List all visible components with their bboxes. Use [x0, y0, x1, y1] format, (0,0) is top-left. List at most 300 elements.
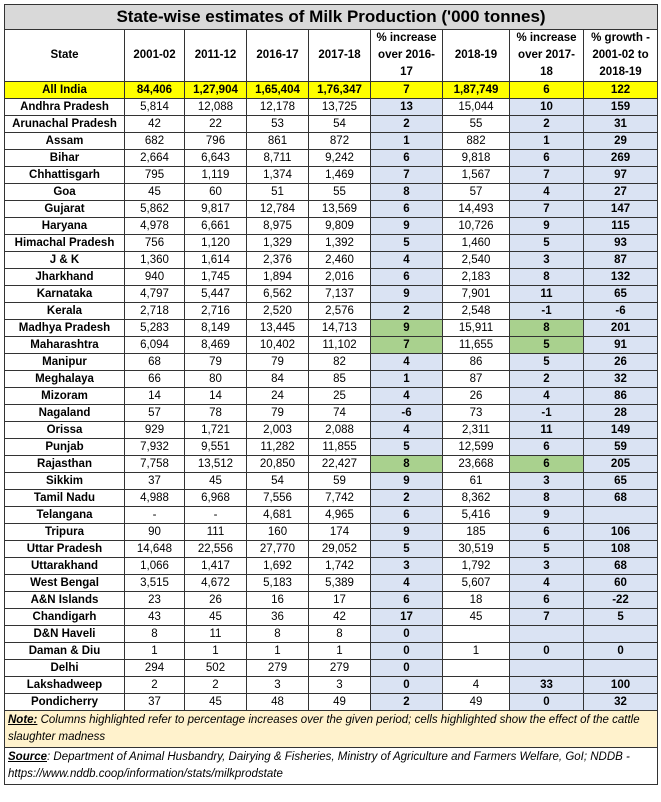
- value-2017-18: 1,76,347: [309, 82, 371, 99]
- growth-2001-2019: 147: [584, 201, 658, 218]
- milk-production-table: [4, 4, 658, 785]
- table-row: [5, 252, 658, 269]
- value-2017-18: 54: [309, 116, 371, 133]
- table-row: [5, 490, 658, 507]
- value-2016-17: 2,520: [247, 303, 309, 320]
- value-2016-17: 79: [247, 354, 309, 371]
- state-name: Bihar: [5, 150, 125, 167]
- increase-2017-18: 3: [510, 252, 584, 269]
- value-2001-02: 84,406: [125, 82, 185, 99]
- increase-2016-17: 7: [371, 82, 443, 99]
- growth-2001-2019: 31: [584, 116, 658, 133]
- value-2017-18: 9,809: [309, 218, 371, 235]
- value-2018-19: 26: [443, 388, 510, 405]
- value-2018-19: 1,460: [443, 235, 510, 252]
- value-2016-17: 1,329: [247, 235, 309, 252]
- state-name: Goa: [5, 184, 125, 201]
- state-name: Sikkim: [5, 473, 125, 490]
- value-2017-18: 8: [309, 626, 371, 643]
- value-2011-12: 1,120: [185, 235, 247, 252]
- increase-2017-18: 0: [510, 694, 584, 711]
- growth-2001-2019: 59: [584, 439, 658, 456]
- value-2017-18: 82: [309, 354, 371, 371]
- value-2001-02: 37: [125, 694, 185, 711]
- table-row: [5, 473, 658, 490]
- note-text: Columns highlighted refer to percentage increases over the given period; cells highlighted show the effect of the cattle slaughter madness: [8, 714, 640, 743]
- growth-2001-2019: 32: [584, 694, 658, 711]
- state-name: Tamil Nadu: [5, 490, 125, 507]
- value-2017-18: 59: [309, 473, 371, 490]
- growth-2001-2019: 68: [584, 490, 658, 507]
- value-2017-18: 1,742: [309, 558, 371, 575]
- growth-2001-2019: 86: [584, 388, 658, 405]
- increase-2017-18: -1: [510, 303, 584, 320]
- increase-2017-18: 6: [510, 524, 584, 541]
- growth-2001-2019: 122: [584, 82, 658, 99]
- value-2011-12: 2: [185, 677, 247, 694]
- growth-2001-2019: 5: [584, 609, 658, 626]
- increase-2016-17: 8: [371, 456, 443, 473]
- value-2016-17: 6,562: [247, 286, 309, 303]
- value-2017-18: 279: [309, 660, 371, 677]
- value-2018-19: 15,044: [443, 99, 510, 116]
- increase-2017-18: 6: [510, 150, 584, 167]
- increase-2017-18: 3: [510, 473, 584, 490]
- value-2016-17: 16: [247, 592, 309, 609]
- table-row: [5, 541, 658, 558]
- value-2018-19: 1,87,749: [443, 82, 510, 99]
- value-2001-02: 14: [125, 388, 185, 405]
- increase-2017-18: 6: [510, 456, 584, 473]
- note-label: Note:: [8, 714, 38, 726]
- source-text: : Department of Animal Husbandry, Dairying & Fisheries, Ministry of Agriculture and Farmers Welfare, GoI; NDDB - https://www.nddb.coop/information/stats/milkprodstate: [8, 751, 630, 780]
- value-2017-18: 11,855: [309, 439, 371, 456]
- value-2001-02: 5,283: [125, 320, 185, 337]
- state-name: Mizoram: [5, 388, 125, 405]
- value-2016-17: 84: [247, 371, 309, 388]
- state-name: Kerala: [5, 303, 125, 320]
- value-2011-12: 11: [185, 626, 247, 643]
- increase-2017-18: 6: [510, 439, 584, 456]
- value-2017-18: 872: [309, 133, 371, 150]
- value-2016-17: 12,784: [247, 201, 309, 218]
- growth-2001-2019: 87: [584, 252, 658, 269]
- value-2001-02: 57: [125, 405, 185, 422]
- increase-2016-17: 1: [371, 133, 443, 150]
- value-2017-18: 2,576: [309, 303, 371, 320]
- value-2001-02: 795: [125, 167, 185, 184]
- value-2016-17: 10,402: [247, 337, 309, 354]
- table-row: [5, 388, 658, 405]
- growth-2001-2019: 205: [584, 456, 658, 473]
- increase-2016-17: 4: [371, 252, 443, 269]
- increase-2016-17: 17: [371, 609, 443, 626]
- value-2016-17: 5,183: [247, 575, 309, 592]
- value-2016-17: 54: [247, 473, 309, 490]
- increase-2016-17: 6: [371, 150, 443, 167]
- value-2001-02: 5,862: [125, 201, 185, 218]
- value-2017-18: 22,427: [309, 456, 371, 473]
- increase-2017-18: 5: [510, 337, 584, 354]
- state-name: Jharkhand: [5, 269, 125, 286]
- value-2016-17: 48: [247, 694, 309, 711]
- increase-2017-18: 7: [510, 609, 584, 626]
- value-2011-12: 5,447: [185, 286, 247, 303]
- state-name: Karnataka: [5, 286, 125, 303]
- col-header-2018-19: 2018-19: [443, 30, 510, 82]
- state-name: All India: [5, 82, 125, 99]
- table-row: [5, 592, 658, 609]
- value-2011-12: 8,149: [185, 320, 247, 337]
- value-2017-18: 174: [309, 524, 371, 541]
- value-2018-19: 1: [443, 643, 510, 660]
- increase-2017-18: 33: [510, 677, 584, 694]
- increase-2016-17: 1: [371, 371, 443, 388]
- growth-2001-2019: [584, 507, 658, 524]
- value-2018-19: 15,911: [443, 320, 510, 337]
- value-2001-02: 7,932: [125, 439, 185, 456]
- state-name: Gujarat: [5, 201, 125, 218]
- state-name: Nagaland: [5, 405, 125, 422]
- value-2011-12: 26: [185, 592, 247, 609]
- growth-2001-2019: 115: [584, 218, 658, 235]
- value-2018-19: 2,548: [443, 303, 510, 320]
- value-2016-17: 1,894: [247, 269, 309, 286]
- increase-2017-18: [510, 626, 584, 643]
- state-name: Orissa: [5, 422, 125, 439]
- col-header-growth: % growth - 2001-02 to 2018-19: [584, 30, 658, 82]
- growth-2001-2019: 26: [584, 354, 658, 371]
- value-2016-17: 36: [247, 609, 309, 626]
- state-name: Tripura: [5, 524, 125, 541]
- value-2017-18: 2,088: [309, 422, 371, 439]
- value-2011-12: 796: [185, 133, 247, 150]
- value-2001-02: 2,718: [125, 303, 185, 320]
- value-2001-02: 1: [125, 643, 185, 660]
- value-2017-18: 2,460: [309, 252, 371, 269]
- value-2018-19: 23,668: [443, 456, 510, 473]
- increase-2017-18: 5: [510, 354, 584, 371]
- value-2011-12: 1,119: [185, 167, 247, 184]
- value-2018-19: 5,607: [443, 575, 510, 592]
- increase-2017-18: 7: [510, 201, 584, 218]
- state-name: Delhi: [5, 660, 125, 677]
- value-2017-18: 5,389: [309, 575, 371, 592]
- table-row: [5, 99, 658, 116]
- increase-2017-18: 1: [510, 133, 584, 150]
- value-2018-19: 57: [443, 184, 510, 201]
- increase-2016-17: 0: [371, 626, 443, 643]
- value-2018-19: 12,599: [443, 439, 510, 456]
- value-2016-17: 1: [247, 643, 309, 660]
- value-2018-19: 45: [443, 609, 510, 626]
- state-name: West Bengal: [5, 575, 125, 592]
- increase-2017-18: -1: [510, 405, 584, 422]
- increase-2017-18: 9: [510, 218, 584, 235]
- value-2011-12: 60: [185, 184, 247, 201]
- growth-2001-2019: -22: [584, 592, 658, 609]
- value-2018-19: 86: [443, 354, 510, 371]
- value-2011-12: 6,968: [185, 490, 247, 507]
- growth-2001-2019: 60: [584, 575, 658, 592]
- growth-2001-2019: 106: [584, 524, 658, 541]
- value-2001-02: 940: [125, 269, 185, 286]
- value-2017-18: 74: [309, 405, 371, 422]
- value-2017-18: 9,242: [309, 150, 371, 167]
- value-2018-19: 14,493: [443, 201, 510, 218]
- value-2016-17: 8: [247, 626, 309, 643]
- table-row: [5, 575, 658, 592]
- value-2011-12: 45: [185, 473, 247, 490]
- increase-2016-17: -6: [371, 405, 443, 422]
- increase-2016-17: 3: [371, 558, 443, 575]
- value-2011-12: 80: [185, 371, 247, 388]
- value-2001-02: 68: [125, 354, 185, 371]
- increase-2016-17: 9: [371, 524, 443, 541]
- value-2011-12: 2,716: [185, 303, 247, 320]
- value-2018-19: [443, 660, 510, 677]
- value-2018-19: 1,567: [443, 167, 510, 184]
- value-2001-02: 4,988: [125, 490, 185, 507]
- value-2018-19: 61: [443, 473, 510, 490]
- table-row: [5, 167, 658, 184]
- value-2018-19: 73: [443, 405, 510, 422]
- state-name: Himachal Pradesh: [5, 235, 125, 252]
- value-2016-17: 27,770: [247, 541, 309, 558]
- table-row: [5, 354, 658, 371]
- value-2017-18: 29,052: [309, 541, 371, 558]
- growth-2001-2019: 93: [584, 235, 658, 252]
- value-2016-17: 79: [247, 405, 309, 422]
- increase-2016-17: 6: [371, 507, 443, 524]
- value-2018-19: 2,311: [443, 422, 510, 439]
- value-2017-18: 14,713: [309, 320, 371, 337]
- table-row: [5, 133, 658, 150]
- value-2016-17: 53: [247, 116, 309, 133]
- state-name: Rajasthan: [5, 456, 125, 473]
- table-row: [5, 303, 658, 320]
- state-name: A&N Islands: [5, 592, 125, 609]
- value-2017-18: 55: [309, 184, 371, 201]
- state-name: J & K: [5, 252, 125, 269]
- value-2016-17: 24: [247, 388, 309, 405]
- note-cell: [5, 711, 658, 748]
- growth-2001-2019: 28: [584, 405, 658, 422]
- col-header-increase-2016-17: % increase over 2016-17: [371, 30, 443, 82]
- value-2011-12: 12,088: [185, 99, 247, 116]
- table-row: [5, 269, 658, 286]
- value-2018-19: 18: [443, 592, 510, 609]
- value-2018-19: 8,362: [443, 490, 510, 507]
- growth-2001-2019: 201: [584, 320, 658, 337]
- increase-2017-18: [510, 660, 584, 677]
- state-name: Pondicherry: [5, 694, 125, 711]
- growth-2001-2019: -6: [584, 303, 658, 320]
- increase-2017-18: 5: [510, 541, 584, 558]
- state-name: Manipur: [5, 354, 125, 371]
- increase-2016-17: 0: [371, 677, 443, 694]
- value-2017-18: 2,016: [309, 269, 371, 286]
- table-row: [5, 507, 658, 524]
- growth-2001-2019: 29: [584, 133, 658, 150]
- value-2001-02: 3,515: [125, 575, 185, 592]
- value-2011-12: 6,643: [185, 150, 247, 167]
- increase-2016-17: 9: [371, 320, 443, 337]
- value-2016-17: 7,556: [247, 490, 309, 507]
- increase-2016-17: 2: [371, 694, 443, 711]
- growth-2001-2019: 108: [584, 541, 658, 558]
- value-2018-19: 882: [443, 133, 510, 150]
- value-2017-18: 85: [309, 371, 371, 388]
- increase-2016-17: 8: [371, 184, 443, 201]
- value-2001-02: 7,758: [125, 456, 185, 473]
- value-2018-19: 9,818: [443, 150, 510, 167]
- increase-2016-17: 9: [371, 286, 443, 303]
- increase-2016-17: 5: [371, 439, 443, 456]
- value-2001-02: 37: [125, 473, 185, 490]
- value-2001-02: 756: [125, 235, 185, 252]
- value-2016-17: 51: [247, 184, 309, 201]
- increase-2016-17: 2: [371, 490, 443, 507]
- table-row: [5, 524, 658, 541]
- value-2011-12: 1,417: [185, 558, 247, 575]
- value-2018-19: 7,901: [443, 286, 510, 303]
- value-2011-12: 9,817: [185, 201, 247, 218]
- table-row: [5, 626, 658, 643]
- table-row: [5, 694, 658, 711]
- value-2011-12: 14: [185, 388, 247, 405]
- increase-2017-18: 5: [510, 235, 584, 252]
- increase-2017-18: 4: [510, 575, 584, 592]
- source-label: Source: [8, 751, 47, 763]
- table-row: [5, 337, 658, 354]
- value-2001-02: 4,978: [125, 218, 185, 235]
- value-2017-18: 7,137: [309, 286, 371, 303]
- col-header-2017-18: 2017-18: [309, 30, 371, 82]
- increase-2016-17: 6: [371, 201, 443, 218]
- value-2017-18: 1,392: [309, 235, 371, 252]
- value-2018-19: 10,726: [443, 218, 510, 235]
- growth-2001-2019: [584, 626, 658, 643]
- value-2011-12: 1,745: [185, 269, 247, 286]
- value-2017-18: 13,569: [309, 201, 371, 218]
- growth-2001-2019: 269: [584, 150, 658, 167]
- table-row: [5, 235, 658, 252]
- increase-2017-18: 11: [510, 422, 584, 439]
- increase-2016-17: 13: [371, 99, 443, 116]
- value-2018-19: 11,655: [443, 337, 510, 354]
- value-2018-19: 55: [443, 116, 510, 133]
- value-2017-18: 4,965: [309, 507, 371, 524]
- increase-2017-18: 10: [510, 99, 584, 116]
- value-2017-18: 7,742: [309, 490, 371, 507]
- value-2016-17: 8,711: [247, 150, 309, 167]
- state-name: Lakshadweep: [5, 677, 125, 694]
- value-2018-19: 49: [443, 694, 510, 711]
- value-2011-12: 78: [185, 405, 247, 422]
- value-2001-02: 66: [125, 371, 185, 388]
- value-2016-17: 3: [247, 677, 309, 694]
- table-row: [5, 150, 658, 167]
- state-name: Daman & Diu: [5, 643, 125, 660]
- value-2011-12: 4,672: [185, 575, 247, 592]
- value-2001-02: 42: [125, 116, 185, 133]
- value-2001-02: 90: [125, 524, 185, 541]
- value-2011-12: 1,27,904: [185, 82, 247, 99]
- growth-2001-2019: 68: [584, 558, 658, 575]
- col-header-2011-12: 2011-12: [185, 30, 247, 82]
- table-row: [5, 201, 658, 218]
- table-row: [5, 320, 658, 337]
- growth-2001-2019: [584, 660, 658, 677]
- value-2018-19: 5,416: [443, 507, 510, 524]
- value-2001-02: 43: [125, 609, 185, 626]
- increase-2016-17: 0: [371, 643, 443, 660]
- value-2011-12: 1: [185, 643, 247, 660]
- growth-2001-2019: 100: [584, 677, 658, 694]
- value-2011-12: 111: [185, 524, 247, 541]
- value-2011-12: 1,614: [185, 252, 247, 269]
- col-header-2016-17: 2016-17: [247, 30, 309, 82]
- value-2011-12: 79: [185, 354, 247, 371]
- increase-2016-17: 4: [371, 422, 443, 439]
- increase-2017-18: 9: [510, 507, 584, 524]
- value-2017-18: 49: [309, 694, 371, 711]
- table-row: [5, 218, 658, 235]
- state-name: D&N Haveli: [5, 626, 125, 643]
- value-2001-02: 45: [125, 184, 185, 201]
- value-2001-02: 1,066: [125, 558, 185, 575]
- increase-2016-17: 6: [371, 269, 443, 286]
- value-2011-12: 8,469: [185, 337, 247, 354]
- increase-2016-17: 4: [371, 575, 443, 592]
- increase-2016-17: 9: [371, 473, 443, 490]
- value-2018-19: 30,519: [443, 541, 510, 558]
- milk-production-document: [4, 4, 657, 785]
- value-2011-12: 6,661: [185, 218, 247, 235]
- source-cell: [5, 748, 658, 785]
- value-2018-19: [443, 626, 510, 643]
- value-2017-18: 42: [309, 609, 371, 626]
- value-2017-18: 3: [309, 677, 371, 694]
- value-2017-18: 13,725: [309, 99, 371, 116]
- table-row: [5, 422, 658, 439]
- value-2018-19: 2,183: [443, 269, 510, 286]
- state-name: Telangana: [5, 507, 125, 524]
- value-2011-12: 22: [185, 116, 247, 133]
- value-2001-02: 929: [125, 422, 185, 439]
- table-row: [5, 609, 658, 626]
- table-row: [5, 439, 658, 456]
- increase-2016-17: 7: [371, 167, 443, 184]
- value-2001-02: 2,664: [125, 150, 185, 167]
- value-2001-02: 2: [125, 677, 185, 694]
- increase-2017-18: 6: [510, 592, 584, 609]
- increase-2016-17: 6: [371, 592, 443, 609]
- value-2001-02: -: [125, 507, 185, 524]
- table-row: [5, 116, 658, 133]
- value-2001-02: 6,094: [125, 337, 185, 354]
- title-row: [5, 5, 658, 30]
- value-2001-02: 4,797: [125, 286, 185, 303]
- growth-2001-2019: 97: [584, 167, 658, 184]
- value-2018-19: 4: [443, 677, 510, 694]
- table-row: [5, 643, 658, 660]
- value-2017-18: 17: [309, 592, 371, 609]
- value-2011-12: 45: [185, 694, 247, 711]
- value-2001-02: 14,648: [125, 541, 185, 558]
- growth-2001-2019: 149: [584, 422, 658, 439]
